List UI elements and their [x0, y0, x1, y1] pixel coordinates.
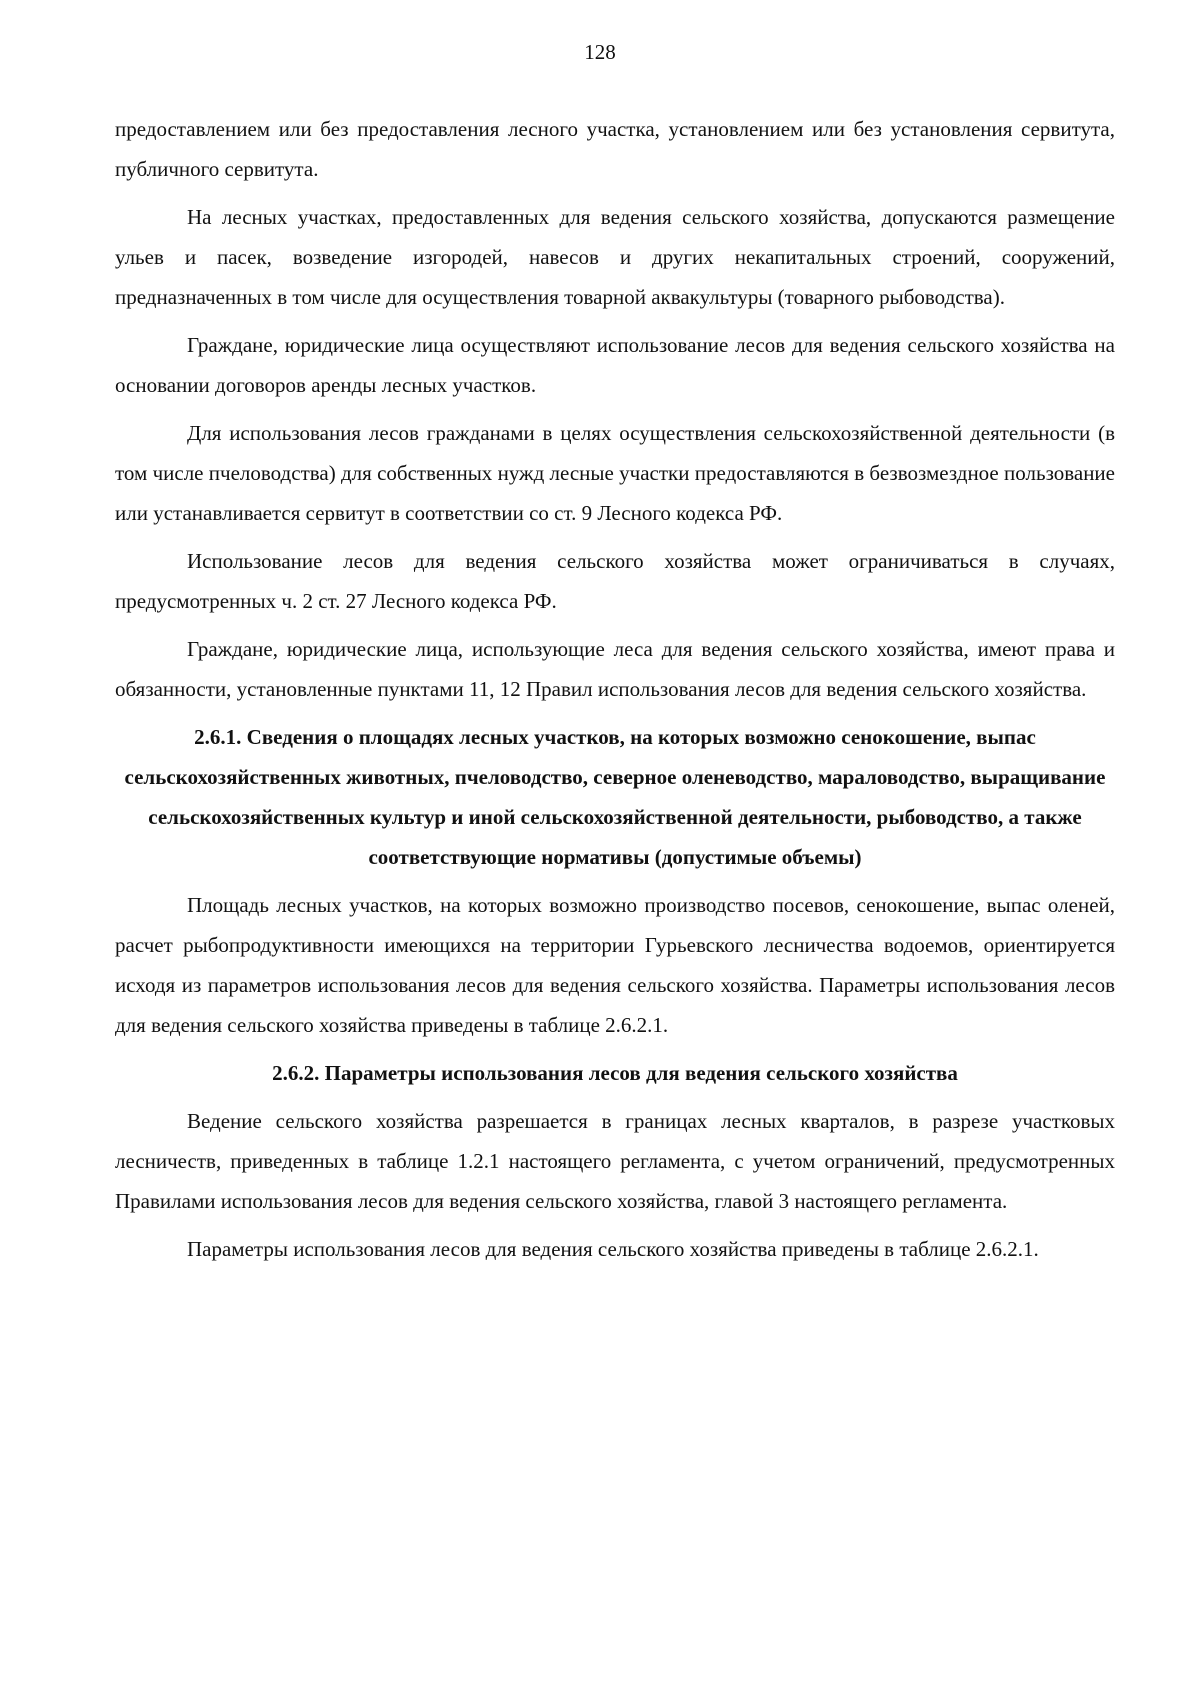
page-number: 128: [584, 40, 616, 64]
paragraph-continuation: предоставлением или без предоставления лесного участка, установлением или без установления сервитута, публичного сервитута.: [115, 117, 1115, 181]
paragraph-table-reference: Параметры использования лесов для ведения сельского хозяйства приведены в таблице 2.6.2.1.: [187, 1237, 1039, 1261]
document-body: [115, 109, 1115, 1277]
paragraph-lease-agreements: Граждане, юридические лица осуществляют использование лесов для ведения сельского хозяйства на основании договоров аренды лесных участков.: [115, 333, 1115, 397]
paragraph-restrictions: Использование лесов для ведения сельского хозяйства может ограничиваться в случаях, предусмотренных ч. 2 ст. 27 Лесного кодекса РФ.: [115, 549, 1115, 613]
paragraph-beehives: На лесных участках, предоставленных для ведения сельского хозяйства, допускаются размещение ульев и пасек, возведение изгородей, навесов и других некапитальных строений, сооружений, предназначенных в том числе для осуществления товарной аквакультуры (товарного рыбоводства).: [115, 205, 1115, 309]
paragraph-farming-allowed: Ведение сельского хозяйства разрешается в границах лесных кварталов, в разрезе участковых лесничеств, приведенных в таблице 1.2.1 настоящего регламента, с учетом ограничений, предусмотренных Правилами использования лесов для ведения сельского хозяйства, главой 3 настоящего регламента.: [115, 1109, 1115, 1213]
paragraph-citizens-use: Для использования лесов гражданами в целях осуществления сельскохозяйственной деятельности (в том числе пчеловодства) для собственных нужд лесные участки предоставляются в безвозмездное пользование или устанавливается сервитут в соответствии со ст. 9 Лесного кодекса РФ.: [115, 421, 1115, 525]
paragraph-area-info: Площадь лесных участков, на которых возможно производство посевов, сенокошение, выпас оленей, расчет рыбопродуктивности имеющихся на территории Гурьевского лесничества водоемов, ориентируется исходя из параметров использования лесов для ведения сельского хозяйства. Параметры использования лесов для ведения сельского хозяйства приведены в таблице 2.6.2.1.: [115, 893, 1115, 1037]
section-heading-2-6-2: 2.6.2. Параметры использования лесов для ведения сельского хозяйства: [272, 1061, 958, 1085]
section-heading-2-6-1: 2.6.1. Сведения о площадях лесных участков, на которых возможно сенокошение, выпас сельскохозяйственных животных, пчеловодство, северное оленеводство, мараловодство, выращивание сельскохозяйственных культур и иной сельскохозяйственной деятельности, рыбоводство, а также соответствующие нормативы (допустимые объемы): [124, 725, 1106, 869]
paragraph-rights-obligations: Граждане, юридические лица, использующие леса для ведения сельского хозяйства, имеют права и обязанности, установленные пунктами 11, 12 Правил использования лесов для ведения сельского хозяйства.: [115, 637, 1115, 701]
